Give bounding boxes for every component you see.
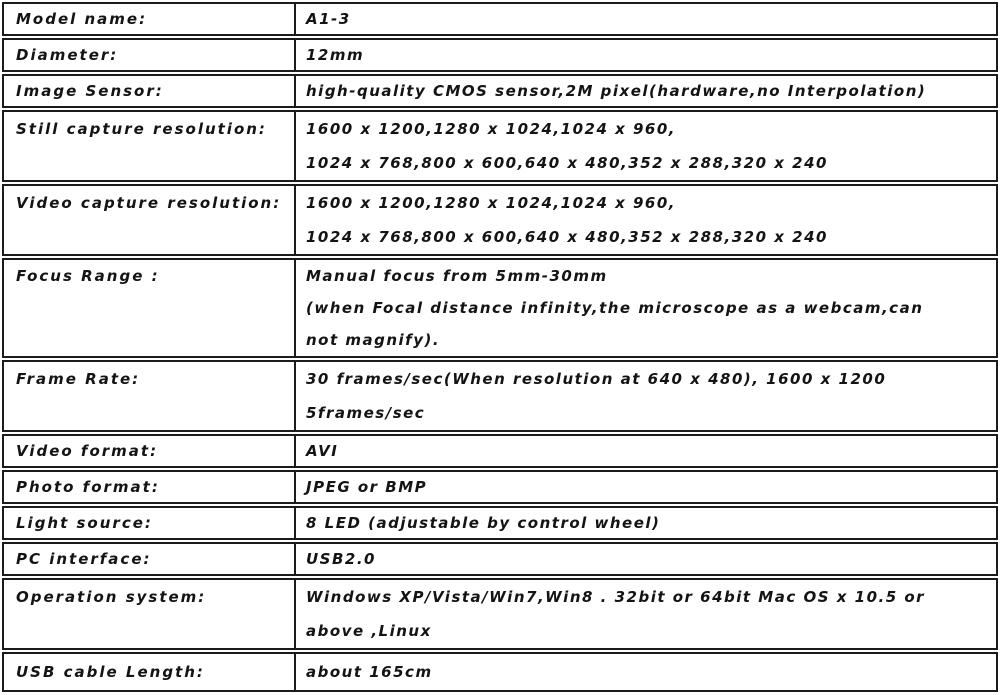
spec-value [296,260,996,356]
spec-row-pc-interface [2,542,998,576]
spec-row-model-name [2,2,998,36]
spec-label: Operation system: [4,580,296,648]
value-line: 1024 x 768,800 x 600,640 x 480,352 x 288,320 x 240 [306,228,828,246]
spec-value [296,112,996,180]
spec-row-light-source [2,506,998,540]
spec-label: Model name: [4,4,296,34]
value-line: 1600 x 1200,1280 x 1024,1024 x 960, [306,120,677,138]
value-line: A1-3 [306,10,351,28]
spec-label: Frame Rate: [4,362,296,430]
spec-row-operation-system [2,578,998,650]
spec-value [296,4,996,34]
spec-value [296,580,996,648]
value-line: 1024 x 768,800 x 600,640 x 480,352 x 288,320 x 240 [306,154,828,172]
value-line: (when Focal distance infinity,the microscope as a webcam,can [306,299,924,317]
spec-row-still-capture-resolution [2,110,998,182]
value-line: 5frames/sec [306,404,426,422]
spec-value [296,544,996,574]
value-line: 30 frames/sec(When resolution at 640 x 480), 1600 x 1200 [306,370,887,388]
spec-label: Photo format: [4,472,296,502]
spec-row-usb-cable-length [2,652,998,692]
spec-value [296,654,996,690]
spec-label: Still capture resolution: [4,112,296,180]
spec-value [296,472,996,502]
spec-label: PC interface: [4,544,296,574]
spec-label: Video capture resolution: [4,186,296,254]
spec-label: USB cable Length: [4,654,296,690]
spec-table [2,2,998,692]
value-line: AVI [306,442,339,460]
spec-label: Video format: [4,436,296,466]
spec-row-focus-range [2,258,998,358]
spec-label: Light source: [4,508,296,538]
value-line: Manual focus from 5mm-30mm [306,267,608,285]
value-line: above ,Linux [306,622,432,640]
spec-value [296,436,996,466]
value-line: high-quality CMOS sensor,2M pixel(hardware,no Interpolation) [306,82,927,100]
value-line: USB2.0 [306,550,376,568]
spec-row-photo-format [2,470,998,504]
value-line: JPEG or BMP [306,478,428,496]
spec-value [296,186,996,254]
spec-value [296,40,996,70]
spec-row-image-sensor [2,74,998,108]
spec-value [296,76,996,106]
value-line: 12mm [306,46,365,64]
value-line: Windows XP/Vista/Win7,Win8 . 32bit or 64bit Mac OS x 10.5 or [306,588,926,606]
spec-label: Image Sensor: [4,76,296,106]
spec-label: Focus Range : [4,260,296,356]
value-line: not magnify). [306,331,441,349]
spec-row-video-capture-resolution [2,184,998,256]
spec-label: Diameter: [4,40,296,70]
spec-row-frame-rate [2,360,998,432]
spec-row-diameter [2,38,998,72]
value-line: 8 LED (adjustable by control wheel) [306,514,661,532]
spec-row-video-format [2,434,998,468]
spec-value [296,508,996,538]
value-line: about 165cm [306,663,433,681]
value-line: 1600 x 1200,1280 x 1024,1024 x 960, [306,194,677,212]
spec-value [296,362,996,430]
